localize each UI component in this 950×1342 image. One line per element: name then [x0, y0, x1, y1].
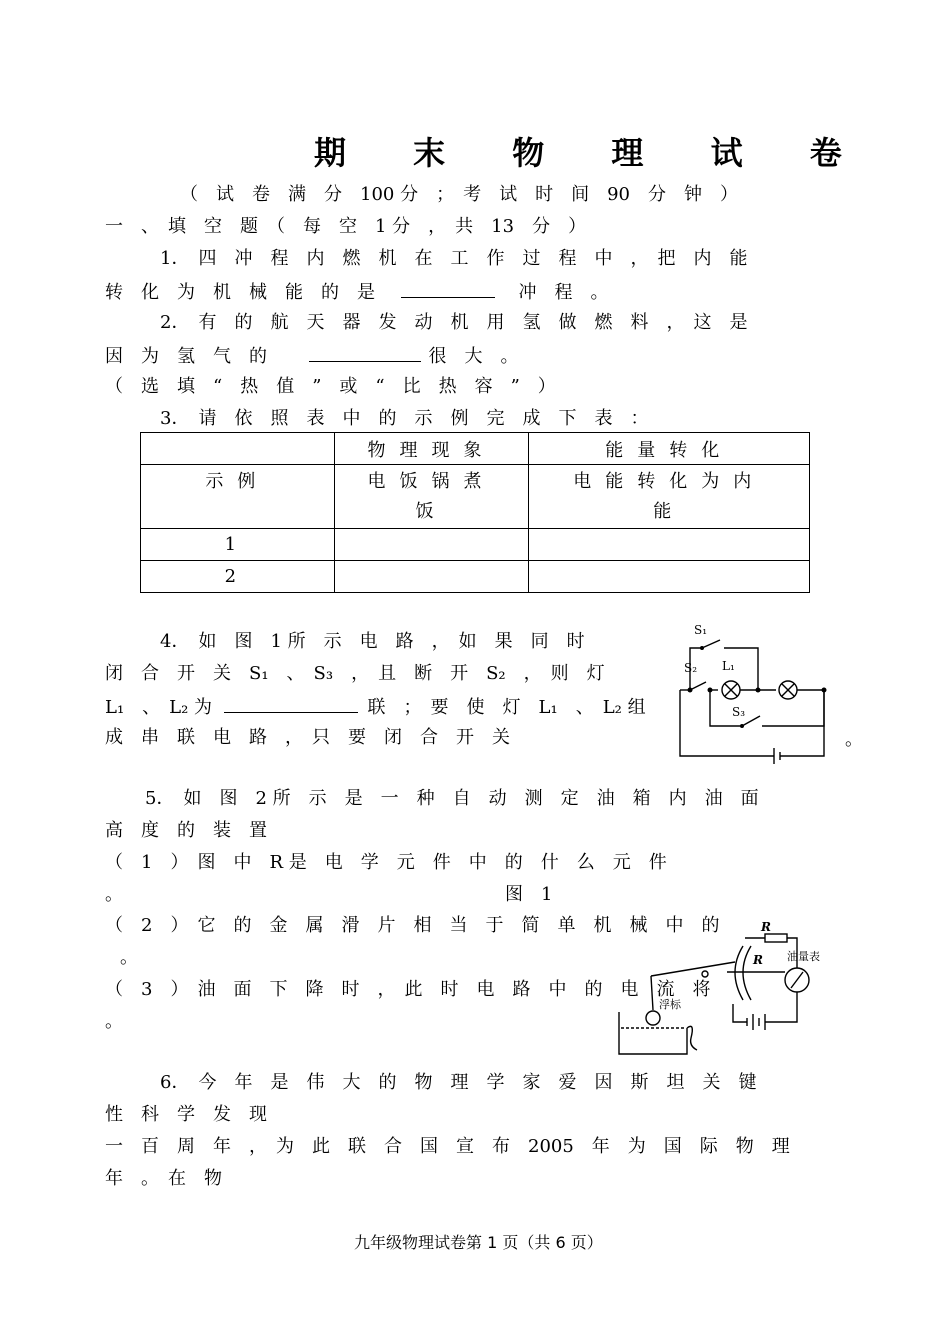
page-footer: 九年级物理试卷第 1 页（共 6 页）	[354, 1233, 603, 1252]
q1-text: 转 化 为 机 械 能 的 是	[105, 282, 375, 303]
energy-table	[140, 432, 810, 593]
q1-line2	[105, 277, 608, 305]
s2-label: S₂	[684, 661, 698, 675]
q5-part2: （ 2 ） 它 的 金 属 滑 片 相 当 于 简 单 机 械 中 的	[105, 915, 720, 936]
q5-part1-end: 。	[105, 884, 123, 905]
section-heading: 一 、 填 空 题 （ 每 空 1 分 ， 共 13 分 ）	[105, 216, 587, 237]
table-header-cell: 能量转化	[529, 433, 810, 465]
table-cell: 电能转化为内能	[529, 465, 810, 529]
page-title: 期 末 物 理 试 卷	[314, 134, 870, 172]
q5-part3: （ 3 ） 油 面 下 降 时 ， 此 时 电 路 中 的 电 流 将	[105, 979, 711, 1000]
q1-line1: 1． 四 冲 程 内 燃 机 在 工 作 过 程 中 ， 把 内 能	[160, 248, 748, 269]
q4-text: L₁ 、 L₂ 为	[105, 697, 213, 718]
q5-part2-end: 。	[120, 947, 138, 968]
table-cell: 2	[141, 561, 335, 593]
q6-line2: 性 科 学 发 现	[105, 1104, 267, 1125]
q4-line1: 4． 如 图 1 所 示 电 路 ， 如 果 同 时	[160, 631, 585, 652]
r-side-label: R	[753, 953, 763, 967]
q1-answer-blank[interactable]	[401, 277, 495, 298]
table-answer-cell[interactable]	[334, 529, 529, 561]
q4-line2: 闭 合 开 关 S₁ 、 S₃ ， 且 断 开 S₂ ， 则 灯	[105, 663, 605, 684]
q2-hint: （ 选 填 “ 热 值 ” 或 “ 比 热 容 ” ）	[105, 376, 556, 397]
q6-line4: 年 。 在 物	[105, 1168, 222, 1189]
table-answer-cell[interactable]	[529, 529, 810, 561]
table-cell: 电饭锅煮饭	[334, 465, 529, 529]
q1-text-end: 冲 程 。	[518, 282, 609, 303]
circuit-figure-1	[676, 618, 826, 760]
q6-line3: 一 百 周 年 ， 为 此 联 合 国 宣 布 2005 年 为 国 际 物 理	[105, 1136, 790, 1157]
q5-part1: （ 1 ） 图 中 R 是 电 学 元 件 中 的 什 么 元 件	[105, 852, 667, 873]
q4-text-mid: 联 ； 要 使 灯 L₁ 、 L₂ 组	[367, 697, 646, 718]
q5-line2: 高 度 的 装 置	[105, 820, 267, 841]
table-answer-cell[interactable]	[529, 561, 810, 593]
r-top-label: R	[761, 920, 771, 934]
l1-label: L₁	[722, 659, 735, 673]
q2-answer-blank[interactable]	[309, 341, 421, 362]
q4-line3	[105, 692, 646, 720]
table-answer-cell[interactable]	[334, 561, 529, 593]
q2-line1: 2． 有 的 航 天 器 发 动 机 用 氢 做 燃 料 ， 这 是	[160, 312, 748, 333]
table-cell: 1	[141, 529, 335, 561]
q5-line1: 5． 如 图 2 所 示 是 一 种 自 动 测 定 油 箱 内 油 面	[145, 788, 759, 809]
s1-label: S₁	[694, 623, 708, 637]
q4-answer-blank[interactable]	[224, 692, 358, 713]
exam-info: （ 试 卷 满 分 100 分 ； 考 试 时 间 90 分 钟 ）	[180, 184, 738, 205]
q6-line1: 6． 今 年 是 伟 大 的 物 理 学 家 爱 因 斯 坦 关 键	[160, 1072, 757, 1093]
oil-gauge-figure-2	[615, 918, 855, 1063]
q2-line2	[105, 341, 518, 369]
q2-text-end: 很 大 。	[428, 346, 519, 367]
q2-text: 因 为 氢 气 的	[105, 346, 267, 367]
table-header-cell	[141, 433, 335, 465]
table-cell: 示例	[141, 465, 335, 529]
table-header-cell: 物理现象	[334, 433, 529, 465]
figure-1-caption: 图 1	[505, 884, 553, 905]
q4-line4-end: 。	[845, 729, 863, 750]
s3-label: S₃	[732, 705, 746, 719]
q5-part3-end: 。	[105, 1011, 123, 1032]
q3-line1: 3． 请 依 照 表 中 的 示 例 完 成 下 表 ：	[160, 408, 649, 429]
meter-label: 油量表	[787, 950, 820, 963]
float-label: 浮标	[659, 998, 681, 1011]
q4-line4: 成 串 联 电 路 ， 只 要 闭 合 开 关	[105, 727, 510, 748]
